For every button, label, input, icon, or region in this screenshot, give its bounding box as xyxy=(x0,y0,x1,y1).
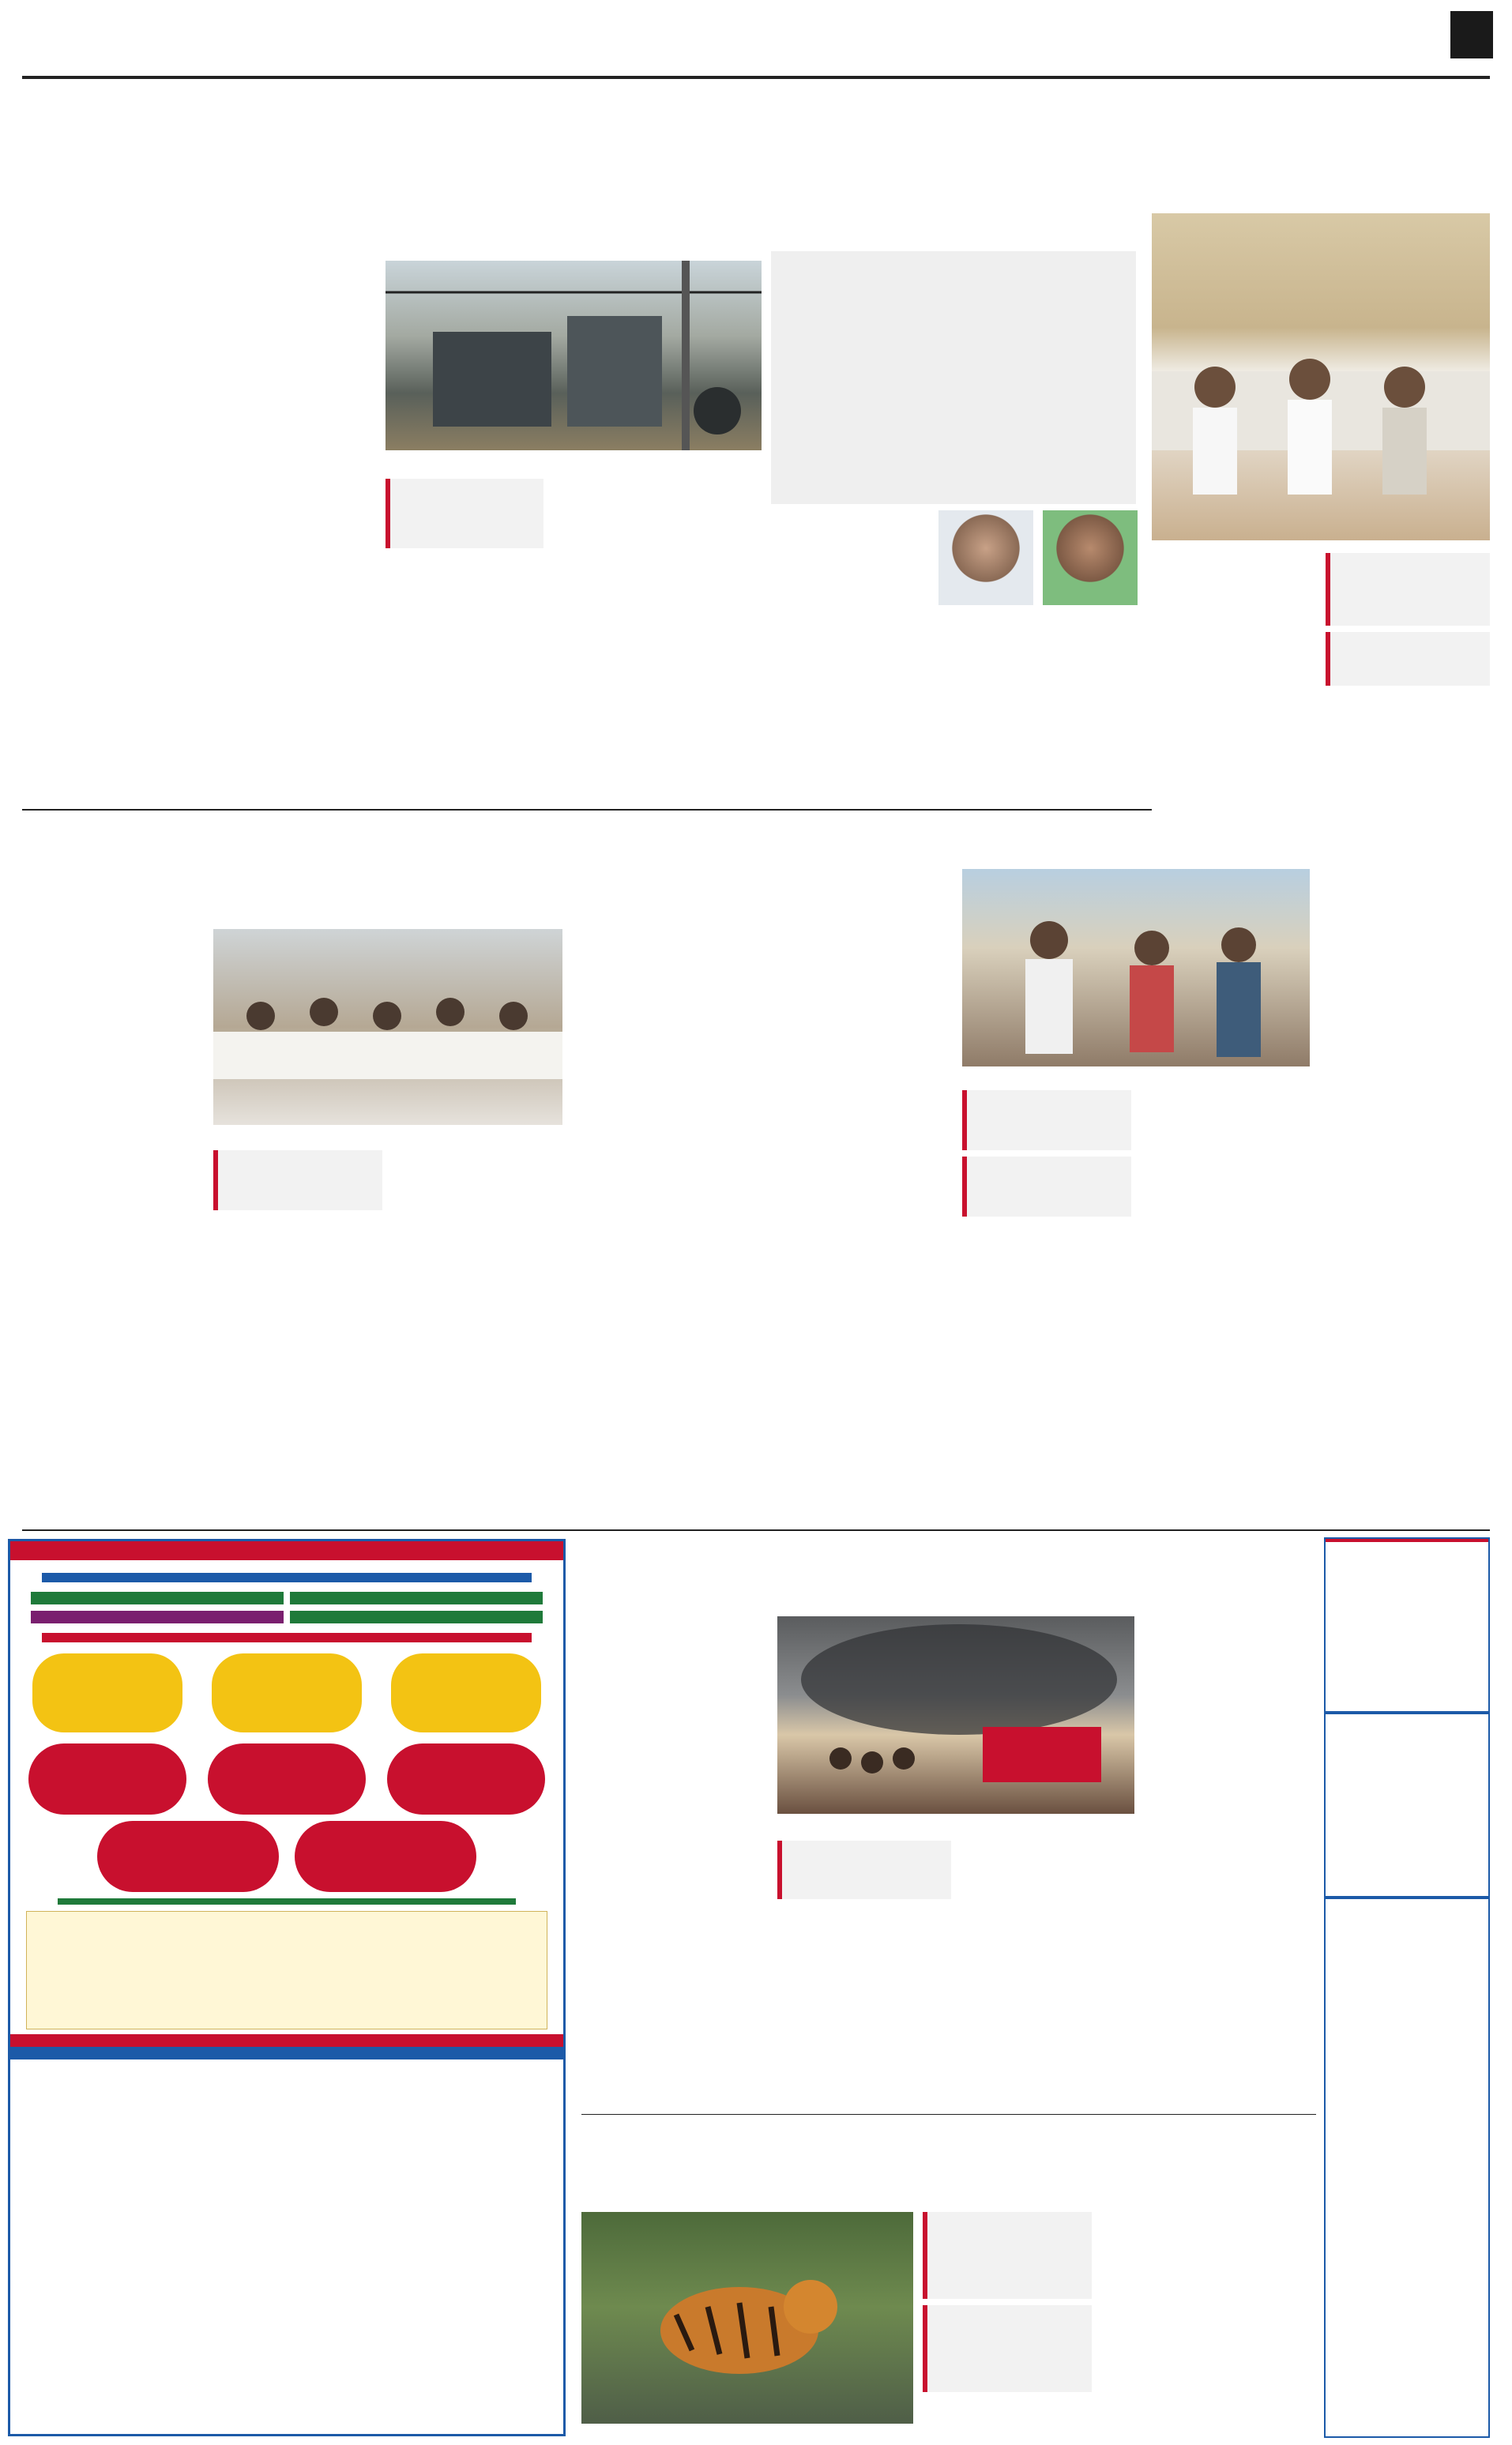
ad-dept-4 xyxy=(290,1611,543,1623)
mp-bullet-2 xyxy=(1326,632,1490,686)
quote-1-text xyxy=(938,608,1152,735)
classified-brand xyxy=(1326,1539,1488,1542)
ad-benefit xyxy=(42,1633,532,1642)
mp-photo xyxy=(1152,213,1490,540)
tiger-bullet-1 xyxy=(923,2212,1092,2299)
fire-pull xyxy=(777,1841,951,1899)
ad-oval-5 xyxy=(295,1821,476,1892)
quote-sdm-text xyxy=(771,510,929,692)
death-body xyxy=(1147,1612,1313,2106)
mp-body xyxy=(1152,588,1318,817)
ad-address xyxy=(10,1560,563,1570)
ad-panel-list xyxy=(26,1911,547,2029)
rural-anger-head xyxy=(771,251,1136,261)
samvida-bullet-2 xyxy=(962,1157,1131,1217)
ad-emergency xyxy=(10,2047,563,2059)
cms-photo xyxy=(213,929,562,1125)
cms-body-2 xyxy=(213,1218,382,1518)
lead-highlight-box xyxy=(386,479,543,548)
tiger-photo xyxy=(581,2212,913,2424)
ad-panel xyxy=(58,1898,516,1905)
ad-oval-2 xyxy=(208,1743,366,1815)
ad-star-3 xyxy=(391,1653,541,1732)
fire-body-2 xyxy=(777,1905,951,2105)
fire-body-3 xyxy=(961,1841,1134,2105)
rural-anger-body xyxy=(771,261,1136,355)
dm-body xyxy=(574,886,755,1051)
bike-body xyxy=(574,1117,755,1520)
transformer-body xyxy=(771,365,1136,460)
cms-pull xyxy=(213,1150,382,1210)
samvida-photo-illustration xyxy=(962,869,1310,1066)
fire-photo xyxy=(777,1616,1134,1814)
ad-title xyxy=(10,1541,563,1560)
ad-camp xyxy=(42,1573,532,1582)
hospital-ad xyxy=(8,1539,566,2436)
quote-2-portrait xyxy=(1043,510,1138,605)
tiger-body-4 xyxy=(1101,2212,1308,2433)
ad-dept-1 xyxy=(31,1592,284,1604)
samvida-bullet-1 xyxy=(962,1090,1131,1150)
classified-notice2-body xyxy=(1326,1899,1488,2073)
transformer-illustration xyxy=(386,261,762,450)
masthead xyxy=(0,0,1512,73)
lead-body-col3 xyxy=(553,479,762,814)
poultry-body xyxy=(24,164,202,787)
cms-photo-illustration xyxy=(213,929,562,1125)
ad-oval-1 xyxy=(28,1743,186,1815)
mp-body-2 xyxy=(1326,692,1490,817)
transformer-head xyxy=(771,355,1136,365)
classified-panel xyxy=(1324,1537,1490,2438)
cms-body xyxy=(24,948,202,1517)
ad-nabh xyxy=(10,2059,563,2082)
samvida-body xyxy=(766,891,953,1517)
cms-body-3 xyxy=(392,1150,562,1518)
relief-body xyxy=(1324,888,1490,1520)
classified-warning xyxy=(1326,2082,1488,2092)
classified-job-detail xyxy=(1326,1545,1488,1711)
ad-oval-3 xyxy=(387,1743,545,1815)
rural-anger-box xyxy=(771,251,1136,504)
lead-body-col2 xyxy=(386,555,543,814)
classified-need-body xyxy=(1326,2073,1488,2079)
ad-dept-2 xyxy=(290,1592,543,1604)
ad-helpline[interactable] xyxy=(10,2034,563,2047)
ad-star-2 xyxy=(212,1653,362,1732)
lead-body-col1 xyxy=(218,276,376,735)
samvida-body-2 xyxy=(962,1223,1131,1518)
tiger-photo-illustration xyxy=(581,2212,913,2424)
samvida-photo xyxy=(962,869,1310,1066)
tiger-bullet-2 xyxy=(923,2305,1092,2392)
ad-dept-3 xyxy=(31,1611,284,1623)
quote-1-portrait xyxy=(938,510,1033,605)
ad-star-1 xyxy=(32,1653,182,1732)
quote-sdm-box xyxy=(771,510,929,743)
fire-photo-illustration xyxy=(777,1616,1134,1814)
mp-photo-illustration xyxy=(1152,213,1490,540)
page-number xyxy=(1450,11,1493,58)
samvida-body-3 xyxy=(1141,1090,1310,1518)
classified-notice1-body xyxy=(1326,1714,1488,1896)
lead-photo-transformer xyxy=(386,261,762,450)
ad-oval-4 xyxy=(97,1821,279,1892)
mp-bullet-1 xyxy=(1326,553,1490,626)
fire-body xyxy=(581,1616,768,2106)
